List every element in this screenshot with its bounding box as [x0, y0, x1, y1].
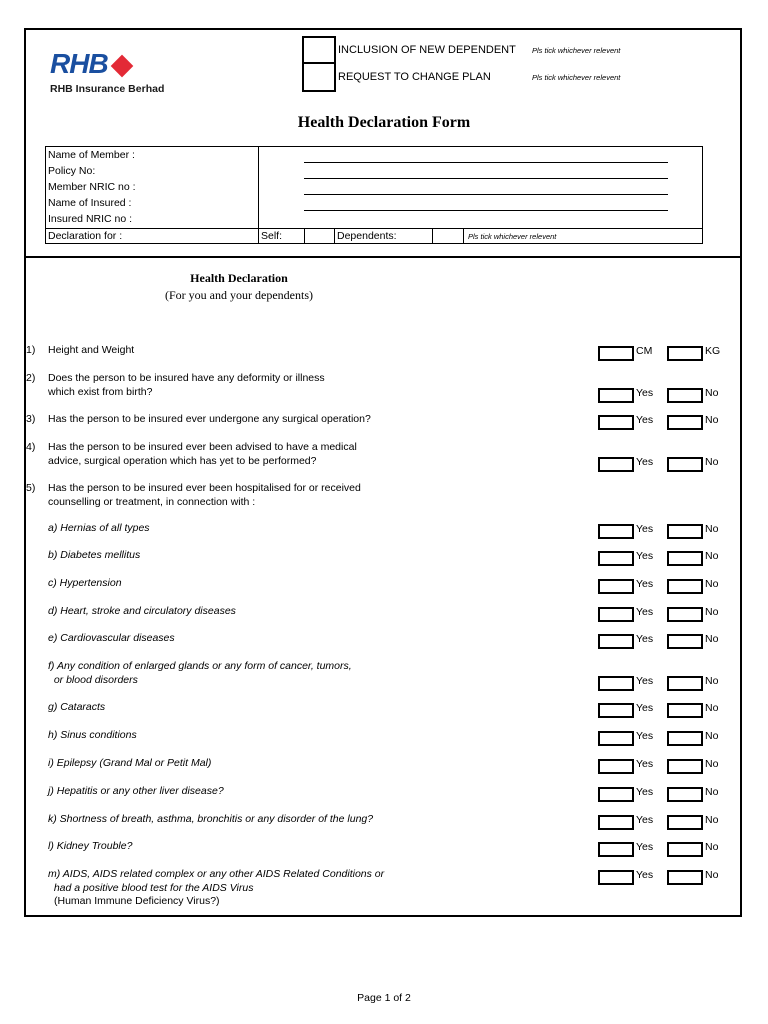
- sub-question-d-opt1-checkbox[interactable]: [598, 607, 634, 622]
- sub-question-e-opt1-checkbox[interactable]: [598, 634, 634, 649]
- question-2-opt2-label: No: [705, 386, 719, 399]
- name-of-member-label: Name of Member :: [48, 149, 135, 161]
- dependents-cell-right: [463, 228, 464, 244]
- self-label: Self:: [261, 230, 283, 242]
- question-4-opt2-label: No: [705, 455, 719, 468]
- sub-question-h-opt1-label: Yes: [636, 730, 654, 742]
- question-2-text: which exist from birth?: [48, 385, 153, 398]
- sub-question-l-opt2-checkbox[interactable]: [667, 842, 703, 857]
- sub-question-d-opt1-label: Yes: [636, 606, 654, 618]
- section-subtitle: (For you and your dependents): [165, 288, 313, 302]
- sub-question-g-opt2-checkbox[interactable]: [667, 703, 703, 718]
- name-of-member-field[interactable]: [304, 162, 668, 163]
- sub-question-f-opt1-checkbox[interactable]: [598, 676, 634, 691]
- sub-question-k-opt2-label: No: [705, 814, 719, 826]
- sub-question-m-extra-text: (Human Immune Deficiency Virus?): [54, 895, 220, 907]
- name-of-insured-label: Name of Insured :: [48, 197, 132, 209]
- sub-question-c-opt1-checkbox[interactable]: [598, 579, 634, 594]
- declaration-for-label: Declaration for :: [48, 230, 123, 242]
- self-tick-cell[interactable]: [305, 229, 334, 244]
- question-4-text: Has the person to be insured ever been advised to have a medical: [48, 441, 357, 453]
- sub-question-l-text: l) Kidney Trouble?: [48, 840, 133, 852]
- sub-question-b-opt1-label: Yes: [636, 550, 654, 562]
- header-separator: [24, 256, 742, 258]
- request-change-plan-label: REQUEST TO CHANGE PLAN: [338, 71, 491, 83]
- sub-question-k-text: k) Shortness of breath, asthma, bronchitis or any disorder of the lung?: [48, 813, 374, 825]
- sub-question-a-opt2-label: No: [705, 523, 719, 535]
- question-2-opt1-checkbox[interactable]: [598, 388, 634, 403]
- sub-question-j-opt2-checkbox[interactable]: [667, 787, 703, 802]
- question-4-opt1-label: Yes: [636, 455, 654, 468]
- sub-question-g-opt1-label: Yes: [636, 702, 654, 714]
- question-5-text: counselling or treatment, in connection with :: [48, 495, 256, 508]
- question-4-opt2-checkbox[interactable]: [667, 457, 703, 472]
- question-3-opt2-label: No: [705, 414, 719, 426]
- sub-question-c-text: c) Hypertension: [48, 577, 122, 589]
- sub-question-c-opt2-checkbox[interactable]: [667, 579, 703, 594]
- form-title: Health Declaration Form: [297, 114, 471, 131]
- sub-question-j-opt1-checkbox[interactable]: [598, 787, 634, 802]
- policy-no-label: Policy No:: [48, 165, 96, 177]
- self-cell-right: [334, 228, 335, 244]
- question-1-number: 1): [26, 344, 36, 356]
- sub-question-f-opt2-label: No: [705, 674, 719, 687]
- sub-question-d-text: d) Heart, stroke and circulatory diseases: [48, 605, 236, 617]
- sub-question-a-opt2-checkbox[interactable]: [667, 524, 703, 539]
- sub-question-h-opt2-label: No: [705, 730, 719, 742]
- company-name: RHB Insurance Berhad: [50, 83, 165, 95]
- question-2-opt2-checkbox[interactable]: [667, 388, 703, 403]
- sub-question-l-opt2-label: No: [705, 841, 719, 853]
- sub-question-l-opt1-checkbox[interactable]: [598, 842, 634, 857]
- sub-question-d-opt2-label: No: [705, 606, 719, 618]
- sub-question-m-text: had a positive blood test for the AIDS Virus: [48, 881, 254, 894]
- sub-question-b-opt1-checkbox[interactable]: [598, 551, 634, 566]
- sub-question-i-text: i) Epilepsy (Grand Mal or Petit Mal): [48, 757, 212, 769]
- sub-question-a-text: a) Hernias of all types: [48, 522, 150, 534]
- policy-no-field[interactable]: [304, 178, 668, 179]
- insured-nric-label: Insured NRIC no :: [48, 213, 133, 225]
- sub-question-f-opt1-label: Yes: [636, 674, 654, 687]
- sub-question-b-text: b) Diabetes mellitus: [48, 549, 141, 561]
- member-info-row-divider: [45, 228, 703, 229]
- dependents-label: Dependents:: [337, 230, 397, 242]
- sub-question-e-opt2-label: No: [705, 633, 719, 645]
- sub-question-e-opt1-label: Yes: [636, 633, 654, 645]
- sub-question-i-opt1-label: Yes: [636, 758, 654, 770]
- sub-question-i-opt2-checkbox[interactable]: [667, 759, 703, 774]
- question-1-text: Height and Weight: [48, 344, 135, 356]
- sub-question-g-text: g) Cataracts: [48, 701, 106, 713]
- sub-question-f-opt2-checkbox[interactable]: [667, 676, 703, 691]
- sub-question-h-opt2-checkbox[interactable]: [667, 731, 703, 746]
- sub-question-k-opt1-checkbox[interactable]: [598, 815, 634, 830]
- question-5-number: 5): [26, 482, 36, 494]
- question-3-opt2-checkbox[interactable]: [667, 415, 703, 430]
- sub-question-h-text: h) Sinus conditions: [48, 729, 137, 741]
- sub-question-a-opt1-label: Yes: [636, 523, 654, 535]
- sub-question-m-opt1-label: Yes: [636, 869, 654, 881]
- question-1-opt2-label: KG: [705, 345, 721, 357]
- question-4-opt1-checkbox[interactable]: [598, 457, 634, 472]
- question-2-text: Does the person to be insured have any deformity or illness: [48, 372, 325, 384]
- question-3-opt1-checkbox[interactable]: [598, 415, 634, 430]
- inclusion-new-dependent-label: INCLUSION OF NEW DEPENDENT: [338, 44, 516, 56]
- sub-question-j-opt1-label: Yes: [636, 786, 654, 798]
- member-nric-label: Member NRIC no :: [48, 181, 136, 193]
- sub-question-m-text: m) AIDS, AIDS related complex or any other AIDS Related Conditions or: [48, 868, 385, 880]
- insured-nric-field[interactable]: [304, 210, 668, 211]
- sub-question-a-opt1-checkbox[interactable]: [598, 524, 634, 539]
- sub-question-e-text: e) Cardiovascular diseases: [48, 632, 175, 644]
- sub-question-m-opt2-label: No: [705, 869, 719, 881]
- sub-question-k-opt2-checkbox[interactable]: [667, 815, 703, 830]
- question-2-number: 2): [26, 372, 36, 384]
- sub-question-g-opt1-checkbox[interactable]: [598, 703, 634, 718]
- sub-question-d-opt2-checkbox[interactable]: [667, 607, 703, 622]
- inclusion-new-dependent-checkbox[interactable]: [302, 36, 336, 64]
- company-logo: RHB: [50, 48, 108, 79]
- question-3-opt1-label: Yes: [636, 414, 654, 426]
- sub-question-c-opt1-label: Yes: [636, 578, 654, 590]
- sub-question-e-opt2-checkbox[interactable]: [667, 634, 703, 649]
- question-1-opt2-checkbox[interactable]: [667, 346, 703, 361]
- question-5-text: Has the person to be insured ever been hospitalised for or received: [48, 482, 361, 494]
- question-1-opt1-checkbox[interactable]: [598, 346, 634, 361]
- declaration-tick-note: Pls tick whichever relevent: [468, 232, 557, 241]
- sub-question-c-opt2-label: No: [705, 578, 719, 590]
- page-number: Page 1 of 2: [357, 992, 411, 1004]
- member-info-divider: [258, 146, 259, 244]
- member-nric-field[interactable]: [304, 194, 668, 195]
- sub-question-k-opt1-label: Yes: [636, 814, 654, 826]
- question-3-number: 3): [26, 413, 36, 425]
- question-2-opt1-label: Yes: [636, 386, 654, 399]
- sub-question-b-opt2-label: No: [705, 550, 719, 562]
- inclusion-tick-note: Pls tick whichever relevent: [532, 46, 621, 55]
- sub-question-m-opt2-checkbox[interactable]: [667, 870, 703, 885]
- sub-question-j-text: j) Hepatitis or any other liver disease?: [48, 785, 224, 797]
- sub-question-l-opt1-label: Yes: [636, 841, 654, 853]
- sub-question-h-opt1-checkbox[interactable]: [598, 731, 634, 746]
- sub-question-b-opt2-checkbox[interactable]: [667, 551, 703, 566]
- request-change-plan-checkbox[interactable]: [302, 62, 336, 92]
- sub-question-f-text: f) Any condition of enlarged glands or any form of cancer, tumors,: [48, 660, 352, 672]
- change-plan-tick-note: Pls tick whichever relevent: [532, 73, 621, 82]
- sub-question-f-text: or blood disorders: [48, 673, 138, 686]
- sub-question-g-opt2-label: No: [705, 702, 719, 714]
- question-4-text: advice, surgical operation which has yet to be performed?: [48, 454, 317, 467]
- dependents-tick-cell[interactable]: [433, 229, 463, 244]
- sub-question-j-opt2-label: No: [705, 786, 719, 798]
- question-1-opt1-label: CM: [636, 345, 653, 357]
- question-4-number: 4): [26, 441, 36, 453]
- question-3-text: Has the person to be insured ever undergone any surgical operation?: [48, 413, 371, 425]
- sub-question-i-opt2-label: No: [705, 758, 719, 770]
- sub-question-i-opt1-checkbox[interactable]: [598, 759, 634, 774]
- section-title: Health Declaration: [190, 271, 288, 285]
- sub-question-m-opt1-checkbox[interactable]: [598, 870, 634, 885]
